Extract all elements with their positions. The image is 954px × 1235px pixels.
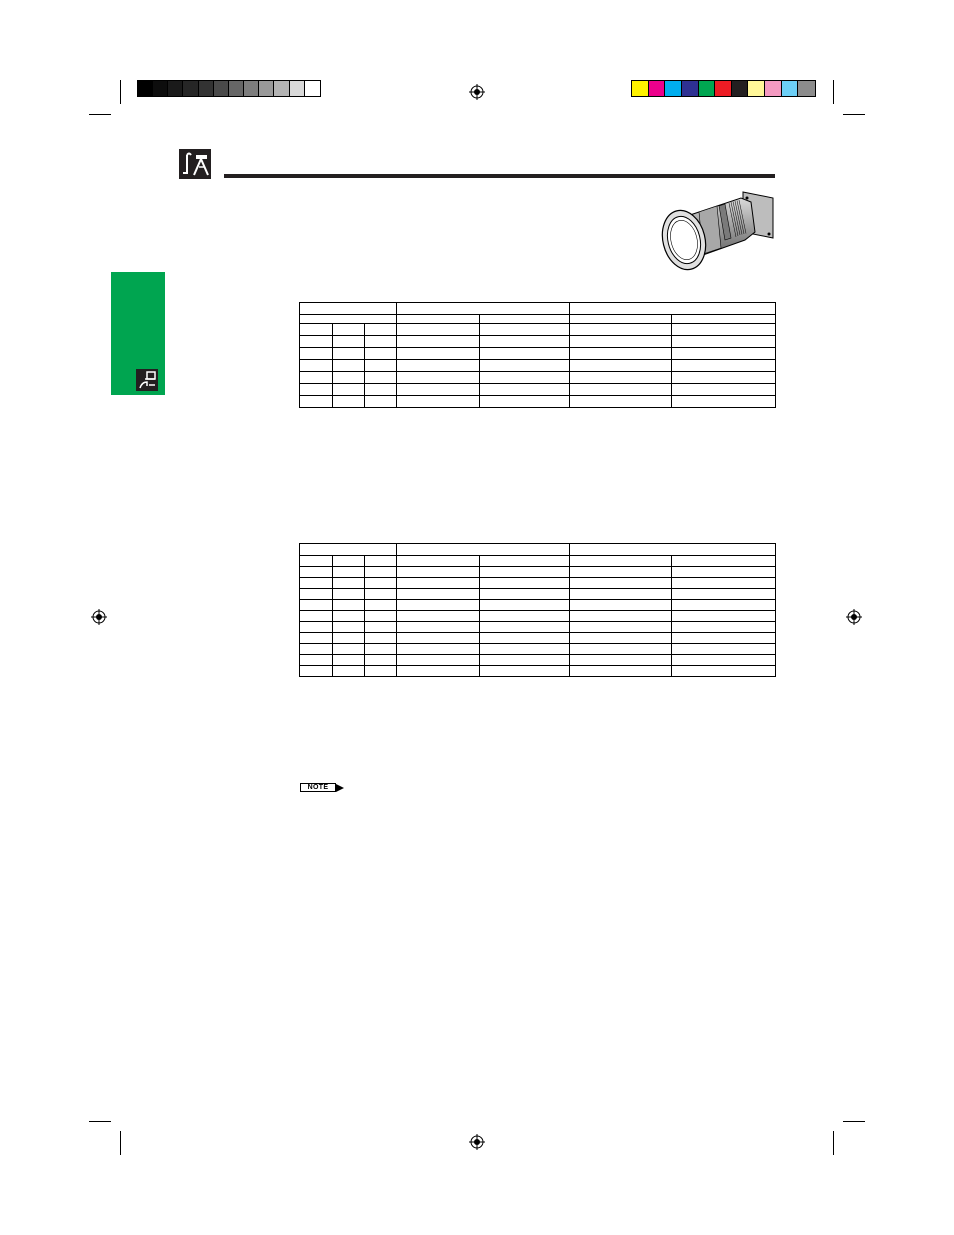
color-swatch xyxy=(649,81,666,96)
color-swatch xyxy=(290,81,305,96)
color-swatch xyxy=(138,81,153,96)
color-swatch xyxy=(798,81,815,96)
color-swatch xyxy=(214,81,229,96)
crop-mark xyxy=(120,1131,121,1155)
data-table-1 xyxy=(299,302,776,408)
color-swatch xyxy=(229,81,244,96)
color-swatch xyxy=(782,81,799,96)
crop-mark xyxy=(120,80,121,104)
crosshair-target-icon xyxy=(469,1134,485,1150)
color-swatch xyxy=(259,81,274,96)
crosshair-target-icon xyxy=(846,609,862,625)
color-swatch xyxy=(665,81,682,96)
crop-mark xyxy=(843,114,865,115)
color-swatch xyxy=(632,81,649,96)
color-swatch xyxy=(274,81,289,96)
note-badge: NOTE xyxy=(300,783,336,792)
header-rule xyxy=(224,174,775,178)
note-arrow-icon xyxy=(336,784,344,792)
color-swatch xyxy=(183,81,198,96)
color-swatch xyxy=(305,81,320,96)
color-swatch xyxy=(244,81,259,96)
crop-mark xyxy=(843,1121,865,1122)
projector-lens-icon xyxy=(136,369,158,391)
crop-mark xyxy=(833,1131,834,1155)
color-swatch xyxy=(699,81,716,96)
color-swatch xyxy=(682,81,699,96)
data-table-2 xyxy=(299,543,776,677)
crosshair-target-icon xyxy=(469,84,485,100)
zoom-lens-illustration xyxy=(659,188,777,274)
color-swatch xyxy=(153,81,168,96)
projector-lens-icon xyxy=(179,149,211,179)
color-swatch xyxy=(732,81,749,96)
crop-mark xyxy=(89,1121,111,1122)
color-swatch xyxy=(199,81,214,96)
color-swatch xyxy=(765,81,782,96)
crop-mark xyxy=(89,114,111,115)
color-swatch xyxy=(748,81,765,96)
crop-mark xyxy=(833,80,834,104)
process-color-bar xyxy=(631,80,816,97)
color-swatch xyxy=(715,81,732,96)
grayscale-color-bar xyxy=(137,80,321,97)
crosshair-target-icon xyxy=(91,609,107,625)
color-swatch xyxy=(168,81,183,96)
